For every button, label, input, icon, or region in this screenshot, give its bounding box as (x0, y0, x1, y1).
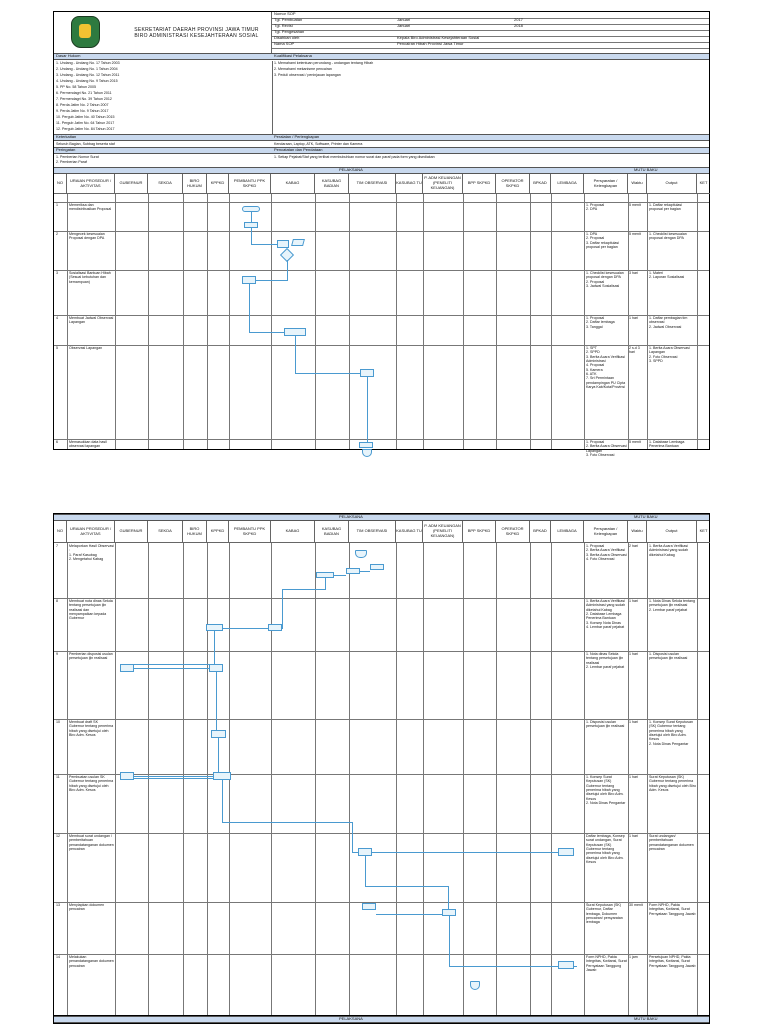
row-syarat: 1. Checklist kesesuaian proposal dengan DPA 2. Proposal 3. Jadwal Sosialisasi (586, 271, 624, 288)
grid-line (315, 543, 316, 1023)
pencatatan-text: 1. Setiap Pejabat/Staf yang terlibat membubuhkan nomor surat dan paraf pada form yang disediakan (274, 155, 435, 159)
sop-page-1 (53, 11, 710, 457)
flow-link (282, 589, 326, 590)
flow-link (365, 856, 366, 886)
row-uraian: Pembuatan usulan SK Gubernur tentang penerima hibah yang disetujui oleh Biro Adm. Kesos (69, 775, 114, 792)
row-output: 1. Nota Dinas Sekda tentang persetujuan ijin realisasi 2. Lembar paraf pejabat (649, 599, 695, 612)
flow-link (325, 578, 326, 589)
row-uraian: Melaporkan Hasil Observasi : 1. Paraf Kasubag 2. Mengetahui Kabag (69, 544, 114, 561)
flow-link (253, 280, 288, 281)
sop-page-2 (53, 513, 710, 1024)
table-top-band (54, 167, 709, 174)
row-output: Persetujuan NPHD, Pakta Integritas, Kwitansi, Surat Pernyataan Tanggung Jawab (649, 955, 696, 968)
row-output: 1. Berita Acara Verifikasi Administrasi yang sudah diketahui Kabag (649, 544, 689, 557)
row-syarat: Surat Keputusan (SK) Gubernur, Daftar lembaga, Dokumen pencairan/ persyaratan lembaga (586, 903, 623, 925)
dasar-hukum-label: Dasar Hukum (56, 53, 81, 58)
flow-link (222, 822, 352, 823)
process-box (211, 730, 226, 738)
row-uraian: Menyiapkan dokumen pencairan (69, 903, 105, 912)
pelaksana-label-3: PELAKSANA (339, 1016, 363, 1021)
flow-link (367, 377, 368, 442)
col-no: NO (54, 521, 67, 543)
mutu-baku-label-3: MUTU BAKU (634, 1016, 658, 1021)
flow-link (251, 244, 277, 245)
law-item: 12. Pergub Jatim No. 84 Tahun 2017 (56, 127, 115, 131)
row-uraian: Pemberian disposisi usulan persetujuan ijin realisasi (69, 652, 113, 661)
row-uraian: Membuat Jadwal Observasi Lapangan (69, 316, 114, 325)
row-waktu: 5 menit (629, 232, 641, 236)
data-shape (291, 239, 305, 246)
col-tim-observasi: TIM OBSERVASI (349, 174, 396, 194)
row-no: 2 (56, 232, 58, 236)
row-uraian: Memasukkan data hasil observasi lapangan (69, 440, 107, 449)
row-output: 1. Materi 2. Laporan Sosialisasi (649, 271, 685, 280)
row-syarat: 1. Nota dinas Sekda tentang persetujuan ijin realisasi 2. Lembar paraf pejabat (586, 652, 625, 669)
process-box (120, 664, 134, 672)
flow-link (352, 822, 353, 852)
col-operator-skpkd: OPERATOR SKPKD (496, 521, 530, 543)
col-persyaratan: Persyaratan / Kelengkapan (584, 174, 628, 194)
process-box (242, 276, 256, 284)
grid-line (115, 543, 116, 1023)
grid-line (396, 194, 397, 449)
kualifikasi-list (272, 61, 709, 134)
flow-link (365, 886, 448, 887)
flow-link (134, 668, 209, 669)
row-uraian: Membuat surat undangan / pemberitahuan penandatanganan dokumen pencairan (69, 834, 114, 851)
field-value: Januari (397, 23, 411, 28)
row-waktu: 5 menit (629, 440, 641, 444)
field-value: Januari (397, 17, 411, 22)
kualifikasi-item: 1. Memahami ketentuan perundang - undangan tentang Hibah (274, 61, 374, 65)
pelaksana-label-2: PELAKSANA (339, 514, 363, 519)
row-waktu: 5 menit (629, 203, 641, 207)
header-fields (272, 12, 709, 53)
col-kasubag-tu: KASUBAG TU (396, 521, 423, 543)
field-label: Disahkan oleh (274, 35, 300, 40)
process-box (209, 664, 223, 672)
grid-line (647, 194, 648, 449)
grid-line (584, 194, 585, 449)
col-kasubag-tu: KASUBAG TU (396, 174, 423, 194)
row-syarat: 1. Proposal 2. Berita Acara Observasi Lapangan 3. Foto Observasi (586, 440, 627, 457)
flow-link (132, 664, 215, 665)
section-header-row (54, 53, 709, 60)
col-sekda: SEKDA (148, 521, 183, 543)
row-no: 5 (56, 346, 58, 350)
process-box (442, 909, 456, 916)
row-uraian: Membuat nota dinas Sekda tentang persetujuan ijin realisasi dan menyampaikan kepada Gubernur (69, 599, 113, 621)
grid-line (697, 194, 698, 449)
col-sekda: SEKDA (148, 174, 183, 194)
process-box (206, 624, 223, 631)
sop-page-3-header (53, 1015, 710, 1024)
org-line-1: SEKRETARIAT DAERAH PROVINSI JAWA TIMUR (134, 27, 259, 33)
mutu-baku-label: MUTU BAKU (634, 167, 658, 172)
process-box (346, 568, 360, 574)
process-box (213, 772, 231, 780)
field-value: Kepala Biro Administrasi Kesejahteraan Sosial (397, 35, 480, 40)
grid-line (315, 194, 316, 449)
grid-line (697, 543, 698, 1023)
col-no: NO (54, 174, 67, 194)
grid-line (349, 194, 350, 449)
col-gubernur: GUBERNUR (115, 521, 148, 543)
row-no: 9 (56, 652, 58, 656)
row-uraian: Observasi Lapangan (69, 346, 103, 350)
grid-line (207, 543, 208, 1023)
grid-line (584, 543, 585, 1023)
grid-line (530, 194, 531, 449)
col-lembaga: LEMBAGA (551, 521, 584, 543)
row-no: 11 (56, 775, 60, 779)
row-no: 13 (56, 903, 60, 907)
row-waktu: 30 menit (629, 903, 643, 907)
col-persyaratan: Persyaratan / Kelengkapan (584, 521, 628, 543)
peringatan-label: Peringatan (56, 147, 76, 152)
row-no: 10 (56, 720, 60, 724)
flow-link (216, 672, 217, 730)
col-bpkad: BPKAD (530, 521, 551, 543)
flow-link (134, 776, 213, 777)
col-kasubag-badian: KASUBAG BADIAN (315, 174, 349, 194)
row-output: 1. Checklist kesesuaian proposal dengan DPA (649, 232, 687, 241)
table-top-band-2 (54, 514, 709, 521)
row-syarat: 1. DPA 2. Proposal 3. Daftar rekapitulasi proposal per bagian (586, 232, 619, 249)
field-value: Pencairan Hibah Provinsi Jawa Timur (397, 41, 464, 46)
flow-link (372, 852, 558, 853)
col-kasubag-badian: KASUBAG BADIAN (315, 521, 349, 543)
keterkaitan-label: Keterkaitan (56, 134, 77, 139)
law-item: 1. Undang - Undang No. 17 Tahun 2003 (56, 61, 120, 65)
row-syarat: 1. Proposal 2. Daftar lembaga 3. Tanggal (586, 316, 615, 329)
row-waktu: 1 hari (629, 652, 638, 656)
field-year: 2018 (514, 23, 523, 28)
process-box (362, 903, 376, 910)
row-syarat: 1. Proposal 2. Berita Acara Verifikasi 3. Berita Acara Observasi 4. Foto Observasi (586, 544, 627, 561)
flow-link (251, 212, 252, 222)
row-no: 8 (56, 599, 58, 603)
col-uraian: URAIAN PROSEDUR / AKTIVITAS (67, 174, 115, 194)
col-kppkd: KPPKD (207, 174, 229, 194)
law-item: 7. Permendagri No. 39 Tahun 2012 (56, 97, 112, 101)
grid-line (67, 543, 68, 1023)
col-uraian: URAIAN PROSEDUR / AKTIVITAS (67, 521, 115, 543)
law-item: 4. Undang - Undang No. 9 Tahun 2015 (56, 79, 118, 83)
grid-line (229, 194, 230, 449)
grid-line (423, 194, 424, 449)
offpage-connector (362, 449, 372, 457)
grid-line (423, 543, 424, 1023)
keterkaitan-header (54, 134, 709, 141)
col-tim-observasi: TIM OBSERVASI (349, 521, 396, 543)
row-output: Surat Keputusan (SK) Gubernur tentang penerima hibah yang disetujui oleh Biro Adm. Kesos (649, 775, 696, 792)
mutu-baku-label-2: MUTU BAKU (634, 514, 658, 519)
process-box (360, 369, 374, 377)
col-output: Output (647, 174, 697, 194)
col-ket: KET (697, 174, 710, 194)
peringatan-item: 2. Pemberian Paraf (56, 160, 87, 164)
law-item: 10. Pergub Jatim No. 40 Tahun 2015 (56, 115, 115, 119)
row-syarat: 1. Berita Acara Verifikasi Administrasi yang sudah diketahui Kabag 2. Database Lembaga Penerima Bantuan 3. Konsep Nota Dinas 4. Lembar paraf pejabat (586, 599, 626, 629)
law-item: 5. PP No. 58 Tahun 2005 (56, 85, 97, 89)
grid-line (115, 194, 116, 449)
col-bpkad: BPKAD (530, 174, 551, 194)
flow-link (295, 336, 296, 373)
flow-link (295, 373, 360, 374)
field-year: 2017 (514, 17, 523, 22)
field-label: Tgl. Pembuatan (274, 17, 303, 22)
row-output: 1. Daftar pembagian tim observasi 2. Jadwal Observasi (649, 316, 688, 329)
row-uraian: Mengecek kesesuaian Proposal dengan DPA (69, 232, 105, 241)
grid-line (496, 194, 497, 449)
grid-line (647, 543, 648, 1023)
row-uraian: Melakukan penandatanganan dokumen pencairan (69, 955, 114, 968)
row-output: 1. Konsep Surat Keputusan (SK) Gubernur tentang penerima hibah yang disetujui oleh Biro Adm. Kesos 2. Nota Dinas Pengantar (649, 720, 693, 746)
row-syarat: 1. Proposal 2. DPA (586, 203, 605, 212)
grid-line (463, 194, 464, 449)
grid-line (148, 543, 149, 1023)
row-syarat: 1. SPT 2. SPPD 3. Berita Acara Verifikasi Administrasi 4. Proposal 5. Kamera 6. ATK 7. Srt Permintaan pendampingan PU Cipta Karya Kab/Kota/Provinsi (586, 346, 626, 389)
flow-link (249, 332, 284, 333)
process-box (284, 328, 306, 336)
col-p-adm-keuangan: P. ADM KEUANGAN (PENELITI KEUANGAN) (423, 174, 463, 194)
row-uraian: Membuat draft SK Gubernur tentang penerima hibah yang disetujui oleh Biro Adm. Kesos (69, 720, 114, 737)
row-waktu: 1 hari (629, 834, 638, 838)
grid-line (628, 543, 629, 1023)
row-waktu: 1 hari (629, 316, 638, 320)
process-box (277, 240, 289, 248)
row-syarat: 1. Konsep Surat Keputusan (SK) Gubernur tentang penerima hibah yang disetujui oleh Biro Adm. Kesos 2. Nota Dinas Pengantar (586, 775, 626, 805)
dasar-hukum-list (54, 61, 273, 134)
org-title (124, 27, 269, 39)
col-kppkd: KPPKD (207, 521, 229, 543)
col-lembaga: LEMBAGA (551, 174, 584, 194)
grid-line (271, 543, 272, 1023)
province-logo (71, 16, 100, 48)
col-pembantu-ppk: PEMBANTU PPK SKPKD (229, 174, 271, 194)
row-waktu: 1 jam (629, 955, 638, 959)
flow-link (334, 575, 346, 576)
process-box (358, 848, 372, 856)
flow-link (223, 628, 268, 629)
process-box (120, 772, 134, 780)
grid-line (530, 543, 531, 1023)
field-label: Nama SOP (274, 41, 295, 46)
row-output: 1. Daftar rekapitulasi proposal per bagian (649, 203, 682, 212)
row-output: Surat undangan/ pemberitahuan penandatanganan dokumen pencairan (649, 834, 694, 851)
grid-line (551, 543, 552, 1023)
flow-link (214, 631, 215, 664)
row-waktu: 3 hari (629, 271, 638, 275)
col-bpp-skpkd: BPP SKPKD (463, 521, 496, 543)
flow-link (287, 260, 288, 280)
law-item: 9. Perda Jatim No. 9 Tahun 2017 (56, 109, 109, 113)
row-no: 4 (56, 316, 58, 320)
peralatan-label: Peralatan / Perlengkapan (274, 134, 320, 139)
flow-link (251, 228, 252, 244)
header-block (54, 12, 272, 53)
row-uraian: Sosialisasi Bantuan Hibah (Sesuai kebutuhan dan kemampuan) (69, 271, 111, 284)
grid-line (229, 543, 230, 1023)
flow-link (449, 916, 450, 966)
process-box (558, 961, 574, 969)
field-label: Tgl. Pengesahan (274, 29, 305, 34)
row-waktu: 1 hari (629, 720, 638, 724)
process-box (268, 624, 282, 631)
pencatatan-label: Pencatatan dan Pendataan (274, 147, 323, 152)
flow-link (360, 571, 370, 572)
row-output: 1. Berita Acara Observasi Lapangan 2. Foto Observasi 3. SPPD (649, 346, 690, 363)
flow-link (376, 914, 448, 915)
row-syarat: 1. Disposisi usulan persetujuan ijin realisasi (586, 720, 625, 729)
grid-line (463, 543, 464, 1023)
row-output: 1. Disposisi usulan persetujuan ijin realisasi (649, 652, 688, 661)
col-biro-hukum: BIRO HUKUM (183, 174, 207, 194)
law-item: 8. Perda Jatim No. 2 Tahun 2007 (56, 103, 109, 107)
row-no: 12 (56, 834, 60, 838)
grid-line (67, 194, 68, 449)
keterkaitan-text: Seluruh Bagian, Subbag beserta staf (56, 142, 115, 146)
flow-link (282, 589, 283, 629)
grid-line (551, 194, 552, 449)
col-gubernur: GUBERNUR (115, 174, 148, 194)
col-biro-hukum: BIRO HUKUM (183, 521, 207, 543)
process-box (359, 442, 373, 448)
kualifikasi-item: 2. Memahami mekanisme pencairan (274, 67, 332, 71)
field-label: Nomor SOP (274, 11, 296, 16)
row-waktu: 1 hari (629, 599, 638, 603)
grid-line (207, 194, 208, 449)
row-syarat: Daftar lembaga, Konsep surat undangan, Surat Keputusan (SK) Gubernur tentang penerima hibah yang disetujui oleh Biro Adm. Kesos (586, 834, 625, 864)
grid-line (396, 543, 397, 1023)
col-kabag: KABAG (271, 521, 315, 543)
row-no: 6 (56, 440, 58, 444)
flow-link (249, 284, 250, 332)
law-item: 11. Pergub Jatim No. 64 Tahun 2017 (56, 121, 115, 125)
peringatan-header (54, 147, 709, 154)
grid-line (271, 194, 272, 449)
row-no: 1 (56, 203, 58, 207)
peralatan-text: Kendaraan, Laptop, ATK, Software, Printer dan Kamera (274, 142, 363, 146)
row-output: 1. Database Lembaga Penerima Bantuan (649, 440, 685, 449)
grid-line (349, 543, 350, 1023)
row-no: 14 (56, 955, 60, 959)
row-waktu: 1 hari (629, 775, 638, 779)
col-output: Output (647, 521, 697, 543)
law-item: 6. Permendagri No. 21 Tahun 2011 (56, 91, 112, 95)
row-waktu: 2 s.d 3 hari (629, 346, 640, 355)
col-bpp-skpkd: BPP SKPKD (463, 174, 496, 194)
grid-line (183, 194, 184, 449)
process-box (558, 848, 574, 856)
kualifikasi-label: Kualifikasi Pelaksana (274, 53, 312, 58)
onpage-connector (355, 550, 367, 558)
grid-line (496, 543, 497, 1023)
pelaksana-label: PELAKSANA (339, 167, 363, 172)
row-output: Form NPHD, Pakta Integritas, Kwitansi, Surat Pernyataan Tanggung Jawab (649, 903, 696, 916)
peringatan-item: 1. Pemberian Nomor Surat (56, 155, 99, 159)
flow-link (131, 778, 219, 779)
col-ket: KET (697, 521, 710, 543)
col-waktu: Waktu (628, 521, 647, 543)
col-kabag: KABAG (271, 174, 315, 194)
law-item: 3. Undang - Undang No. 12 Tahun 2011 (56, 73, 120, 77)
col-waktu: Waktu (628, 174, 647, 194)
offpage-connector (470, 981, 480, 990)
row-waktu: 2 hari (629, 544, 638, 548)
col-operator-skpkd: OPERATOR SKPKD (496, 174, 530, 194)
field-label: Tgl. Revisi (274, 23, 293, 28)
process-box (370, 564, 384, 570)
flow-link (222, 780, 223, 822)
table-top-band-3 (54, 1016, 709, 1023)
grid-line (183, 543, 184, 1023)
row-no: 3 (56, 271, 58, 275)
col-pembantu-ppk: PEMBANTU PPK SKPKD (229, 521, 271, 543)
org-line-2: BIRO ADMINISTRASI KESEJAHTERAAN SOSIAL (134, 33, 259, 39)
kualifikasi-item: 3. Peduli observasi / peninjauan lapangan (274, 73, 341, 77)
field-nama-sop (272, 42, 709, 49)
col-p-adm-keuangan: P. ADM KEUANGAN (PENELITI KEUANGAN) (423, 521, 463, 543)
row-uraian: Memeriksa dan mendistribusikan Proposal (69, 203, 112, 212)
row-syarat: Form NPHD, Pakta Integritas, Kwitansi, Surat Pernyataan Tanggung Jawab (586, 955, 627, 972)
row-no: 7 (56, 544, 58, 548)
law-item: 2. Undang - Undang No. 1 Tahun 2004 (56, 67, 118, 71)
grid-line (148, 194, 149, 449)
